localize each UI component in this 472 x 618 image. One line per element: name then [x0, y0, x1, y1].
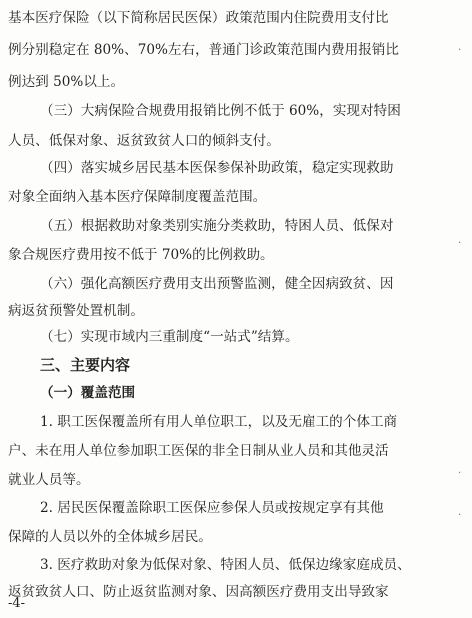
paragraph-line: 保障的人员以外的全体城乡居民。	[8, 529, 212, 545]
paragraph-line: （五）根据救助对象类别实施分类救助，特困人员、低保对	[40, 218, 394, 234]
paragraph-line: 基本医疗保险（以下简称居民医保）政策范围内住院费用支付比	[8, 10, 389, 26]
subsection-heading: （一）覆盖范围	[40, 385, 136, 401]
paragraph-line: 例分别稳定在 80%、70%左右，普通门诊政策范围内费用报销比	[8, 42, 399, 58]
margin-mark: ·	[458, 468, 462, 479]
paragraph-line: 2. 居民医保覆盖除职工医保应参保人员或按规定享有其他	[40, 500, 384, 516]
paragraph-line: 3. 医疗救助对象为低保对象、特困人员、低保边缘家庭成员、	[40, 557, 411, 573]
paragraph-line: 例达到 50%以上。	[8, 74, 125, 90]
paragraph-line: （四）落实城乡居民基本医保参保补助政策，稳定实现救助	[40, 160, 394, 176]
paragraph-line: 户、未在用人单位参加职工医保的非全日制从业人员和其他灵活	[8, 443, 389, 459]
paragraph-line: 病返贫预警处置机制。	[8, 303, 144, 319]
paragraph-line: 对象全面纳入基本医疗保障制度覆盖范围。	[8, 189, 267, 205]
paragraph-line: 就业人员等。	[8, 472, 90, 488]
paragraph-line: （七）实现市域内三重制度“一站式”结算。	[40, 329, 299, 345]
page-number: -4-	[8, 596, 26, 611]
paragraph-line: （三）大病保险合规费用报销比例不低于 60%，实现对特困	[40, 103, 401, 119]
margin-mark: ·	[458, 238, 462, 249]
section-heading: 三、主要内容	[40, 356, 131, 374]
margin-mark: ·	[458, 510, 462, 521]
paragraph-line: （六）强化高额医疗费用支出预警监测，健全因病致贫、因	[40, 276, 394, 292]
paragraph-line: 象合规医疗费用按不低于 70%的比例救助。	[8, 247, 274, 263]
paragraph-line: 返贫致贫人口、防止返贫监测对象、因高额医疗费用支出导致家	[8, 584, 389, 600]
paragraph-line: 1. 职工医保覆盖所有用人单位职工，以及无雇工的个体工商	[40, 414, 398, 430]
margin-mark: ·	[458, 45, 462, 56]
paragraph-line: 人员、低保对象、返贫致贫人口的倾斜支付。	[8, 133, 280, 149]
